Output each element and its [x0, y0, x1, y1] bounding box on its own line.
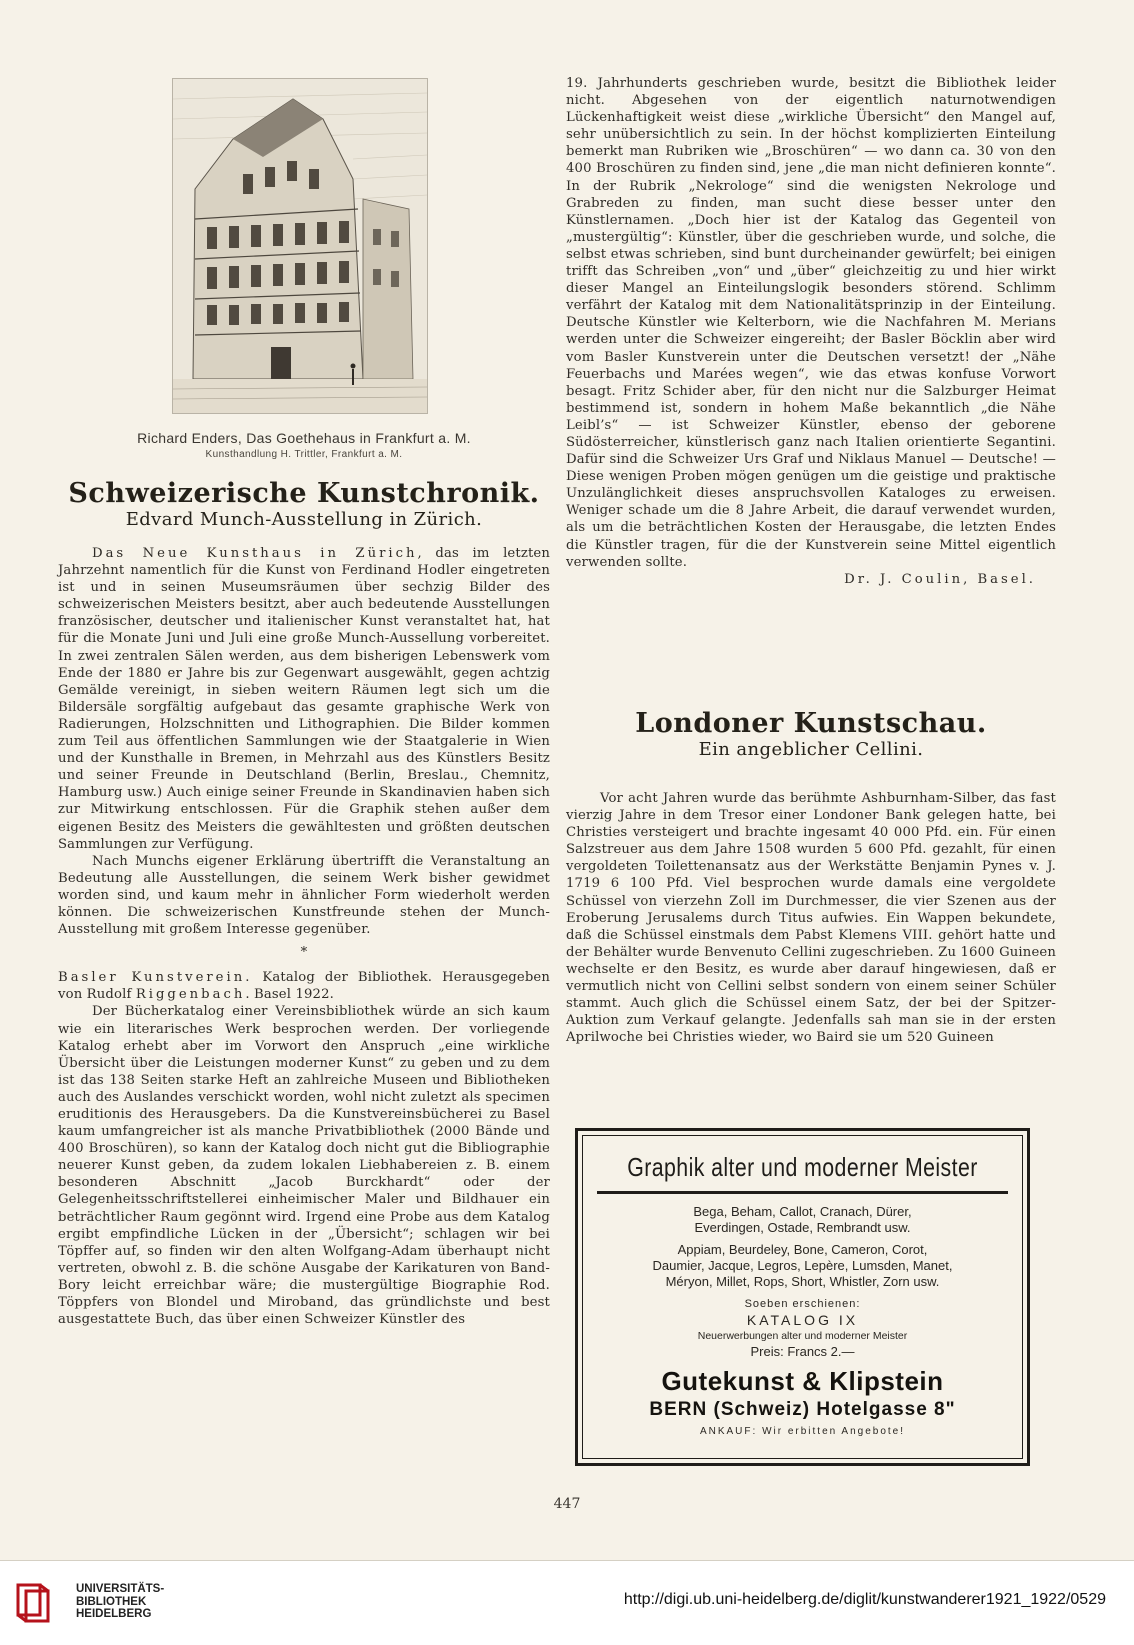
article1-paragraph-2: Nach Munchs eigener Erklärung übertrifft die Veranstaltung an Bedeutung alle Ausstellungen, die seinem Werk bisher gewidmet worden sind, und kaum mehr in ähnlicher Form wiederholt werden können. Die schweizerischen Kunstfreunde stehen der Munch-Ausstellung mit großem Interesse gegenüber. [58, 853, 550, 938]
ad-artists-4: Daumier, Jacque, Legros, Lepère, Lumsden, Manet, [652, 1258, 953, 1273]
article2-heading [566, 708, 1056, 760]
article1-paragraph-4: 19. Jahrhunderts geschrieben wurde, besitzt die Bibliothek leider nicht. Abgesehen von der eigentlich naturnotwendigen Lückenhaftigkeit weist diese „wirkliche Übersicht“ den Mangel auf, sehr unübersichtlich zu sein. In der höchst komplizierten Einteilung bemerkt man Rubriken wie „Broschüren“ — wo dann ca. 30 von den 400 Broschüren zu finden sind, jene „die man nicht definieren konnte“. In der Rubrik „Nekrologe“ sind die wenigsten Nekrologe und Grabreden zu finden, man sucht diese besser unter den Künstlernamen. „Doch hier ist der Katalog das Gegenteil von „mustergültig“: Künstler, über die geschrieben wurde, und solche, die selbst etwas schrieben, sind bunt durcheinander gewürfelt; bei einigen trifft das Schreiben „von“ und „über“ gleichzeitig zu und hier wirkt dieser Mangel an Einteilungslogik besonders störend. Schlimm verfährt der Katalog mit dem Nationalitätsprinzip in der Einteilung. Deutsche Künstler wie Kelterborn, wie die Nachfahren M. Merians werden unter die Schweizer eingereiht; der Basler Böcklin aber wird vom Basler Kunstverein unter die Deutschen versetzt! der „Nähe Feuerbachs und Marées wegen“, wie das etwas konfuse Vorwort besagt. Fritz Schider aber, für den nicht nur die Salzburger Heimat bestimmend ist, sondern in hohem Maße bekanntlich „die Nähe Leibl’s“ — ist Schweizer Künstler, ebenso der geborene Südösterreicher, künstlerisch ganz nach Italien orientierte Segantini. Dafür sind die Schweizer Urs Graf und Niklaus Manuel — Deutsche! — Diese wenigen Proben mögen genügen um die geistige und praktische Unzulänglichkeit dieses anspruchsvollen Kataloges zu erweisen. Weniger schade um die 8 Jahre Arbeit, die darauf verwendet wurden, als um die beträchtlichen Kosten der Herausgabe, die letzten Endes die Künstler tragen, für die der Kunstverein seine Mittel eigentlich verwenden sollte. [566, 76, 1056, 570]
ad-preis: Preis: Francs 2.— [750, 1344, 855, 1359]
caption-title: Richard Enders, Das Goethehaus in Frankfurt a. M. [137, 430, 471, 446]
article2-subtitle: Ein angeblicher Cellini. [698, 739, 924, 760]
library-name [76, 1583, 164, 1621]
ad-artists-1: Bega, Beham, Callot, Cranach, Dürer, [693, 1204, 912, 1219]
ad-artists-3: Appiam, Beurdeley, Bone, Cameron, Corot, [677, 1242, 928, 1257]
ad-ankauf: ANKAUF: Wir erbitten Angebote! [699, 1426, 906, 1437]
review-head-end: . Basel 1922. [245, 987, 334, 1003]
goethehaus-etching [172, 78, 428, 414]
review-head-name: Riggenbach [135, 987, 246, 1003]
article1-signature: Dr. J. Coulin, Basel. [844, 571, 1036, 587]
etching-illustration [173, 79, 427, 413]
source-url-link[interactable]: http://digi.ub.uni-heidelberg.de/diglit/kunstwanderer1921_1922/0529 [623, 1591, 1106, 1608]
ad-artists-5: Méryon, Millet, Rops, Short, Whistler, Zorn usw. [665, 1274, 940, 1289]
university-library-logo-icon [12, 1575, 64, 1631]
ad-inner-frame [582, 1135, 1023, 1459]
library-line-3: HEIDELBERG [76, 1608, 152, 1620]
review-head-lead: Basler Kunstverein. [58, 970, 253, 986]
ad-artists-2: Everdingen, Ostade, Rembrandt usw. [694, 1220, 911, 1235]
left-column [58, 545, 550, 1328]
library-footer [0, 1560, 1134, 1645]
ad-neuerwerbungen: Neuerwerbungen alter und moderner Meister [697, 1330, 908, 1342]
ad-rule [597, 1191, 1008, 1194]
ad-soeben: Soeben erschienen: [744, 1298, 861, 1310]
article1-paragraph-1 [58, 545, 550, 853]
ad-katalog: KATALOG IX [746, 1312, 859, 1328]
library-line-1: UNIVERSITÄTS- [76, 1583, 165, 1595]
ad-title: Graphik alter und moderner Meister [627, 1152, 978, 1182]
review-heading [58, 969, 550, 1003]
article1-title: Schweizerische Kunstchronik. [68, 478, 540, 509]
right-column-top [566, 75, 1056, 588]
article2-paragraph-1: Vor acht Jahren wurde das berühmte Ashburnham-Silber, das fast vierzig Jahre in dem Tresor einer Londoner Bank gelegen hatte, bei Christies versteigert und brachte ingesamt 40 000 Pfd. ein. Für einen Salzstreuer aus dem Jahre 1508 wurden 5 600 Pfd. gezahlt, für einen vergoldeten Toilettenansatz aus der Werkstätte Benjamin Pynes v. J. 1719 6 100 Pfd. Viel besprochen wurde damals eine vergoldete Schüssel von vierzehn Zoll im Durchmesser, die vier Szenen aus der Eroberung Jerusalems durch Titus aufwies. Ein Wappen bekundete, daß die Schüssel einstmals dem Pabst Klemens VIII. gehört hatte und der Behälter wurde Benvenuto Cellini zugeschrieben. Zu 1600 Guineen wechselte er den Besitz, es wurde aber darauf hingewiesen, daß er vermutlich nicht von Cellini selbst sondern von einem seiner Schüler stammt. Auch glich die Schüssel einem Satz, der bei der Spitzer-Auktion zum Verkauf gelangte. Jedenfalls sah man sie in der ersten Aprilwoche bei Christies wieder, wo Baird sie um 520 Guineen [566, 791, 1056, 1046]
right-column-article2 [566, 790, 1056, 1046]
article1-subtitle: Edvard Munch-Ausstellung in Zürich. [125, 509, 483, 530]
article1-p1-lead: Das Neue Kunsthaus in Zürich [92, 546, 418, 561]
section-separator: * [300, 945, 308, 961]
review-head-rest: Katalog der Bibliothek. Herausgegeben von Rudolf [58, 970, 551, 1003]
article1-p1-text: , das im letzten Jahrzehnt namentlich für die Kunst von Ferdinand Hodler eingetreten ist und in seinen Museumsräumen über sechzig Bilder des schweizerischen Meisters besitzt, aber auch bedeutende Ausstellungen französischer, deutscher und italienischer Kunst veranstaltet hat, hat für die Monate Juni und Juli eine große Munch-Aussellung vorbereitet. In zwei zentralen Sälen werden, aus dem bisherigen Lebenswerk vom Ende der 1880 er Jahre bis zur Gegenwart ausgewählt, gegen achtzig Gemälde vereinigt, in sieben weitern Räumen legt sich um die Bildersäle sorgfältig aufgebaut das gesamte graphische Werk von Radierungen, Holzschnitten und Lithographien. Die Bilder kommen zum Teil aus öffentlichen Sammlungen wie der Staatgalerie in Wien und der Kunsthalle in Bremen, in Mehrzahl aus des Künstlers Besitz und seiner Freunde in Deutschland (Berlin, Breslau., Chemnitz, Hamburg usw.) Auch einige seiner Freunde in Skandinavien haben sich zur Mitwirkung entschlossen. Für die Graphik stehen außer dem eigenen Besitz des Meisters die gewähltesten und größten deutschen Sammlungen zur Verfügung. [58, 546, 550, 852]
ad-firm: Gutekunst & Klipstein [661, 1366, 944, 1396]
library-logo[interactable] [12, 1575, 232, 1635]
article1-heading [58, 478, 550, 530]
caption-credit: Kunsthandlung H. Trittler, Frankfurt a. M. [205, 449, 403, 460]
advertisement-box [575, 1128, 1030, 1466]
ad-address: BERN (Schweiz) Hotelgasse 8" [649, 1399, 956, 1420]
figure-caption [58, 430, 550, 460]
library-line-2: BIBLIOTHEK [76, 1595, 147, 1608]
article1-paragraph-3: Der Bücherkatalog einer Vereinsbibliothek würde an sich kaum wie ein literarisches Werk besprochen werden. Der vorliegende Katalog erhebt aber im Vorwort den Anspruch „eine wirkliche Übersicht über die Leistungen moderner Kunst“ zu geben und zu dem ist das 138 Seiten starke Heft an zahlreiche Museen und Bibliotheken auch des Auslandes verschickt worden, wohl nicht zuletzt als specimen eruditionis des Herausgebers. Da die Kunstvereinsbücherei zu Basel kaum umfangreicher ist als manche Privatbibliothek (2000 Bände und 400 Broschüren), so kann der Katalog doch nicht gut die Bibliographie neuerer Kunst geben, da zudem lokalen Liebhabereien z. B. einem besonderen Abschnitt „Jacob Burckhardt“ oder der Gelegenheitsschriftstellerei einheimischer Maler und Bildhauer ein beträchtlicher Raum gegönnt wird. Irgend eine Probe aus dem Katalog ergibt empfindliche Lücken in der „Übersicht“; schlagen wir bei Töpffer auf, so finden wir den alten Wolfgang-Adam überhaupt nicht vertreten, obwohl z. B. die schöne Ausgabe der Karikaturen von Band-Bory leicht erreichbar wäre; die mustergültige Biographie Rod. Töppfers von Blondel und Miroband, das gründlichste und best ausgestattete Buch, das über einen Schweizer Künstler des [58, 1004, 550, 1328]
article2-title: Londoner Kunstschau. [635, 708, 987, 739]
page-number: 447 [553, 1496, 581, 1512]
